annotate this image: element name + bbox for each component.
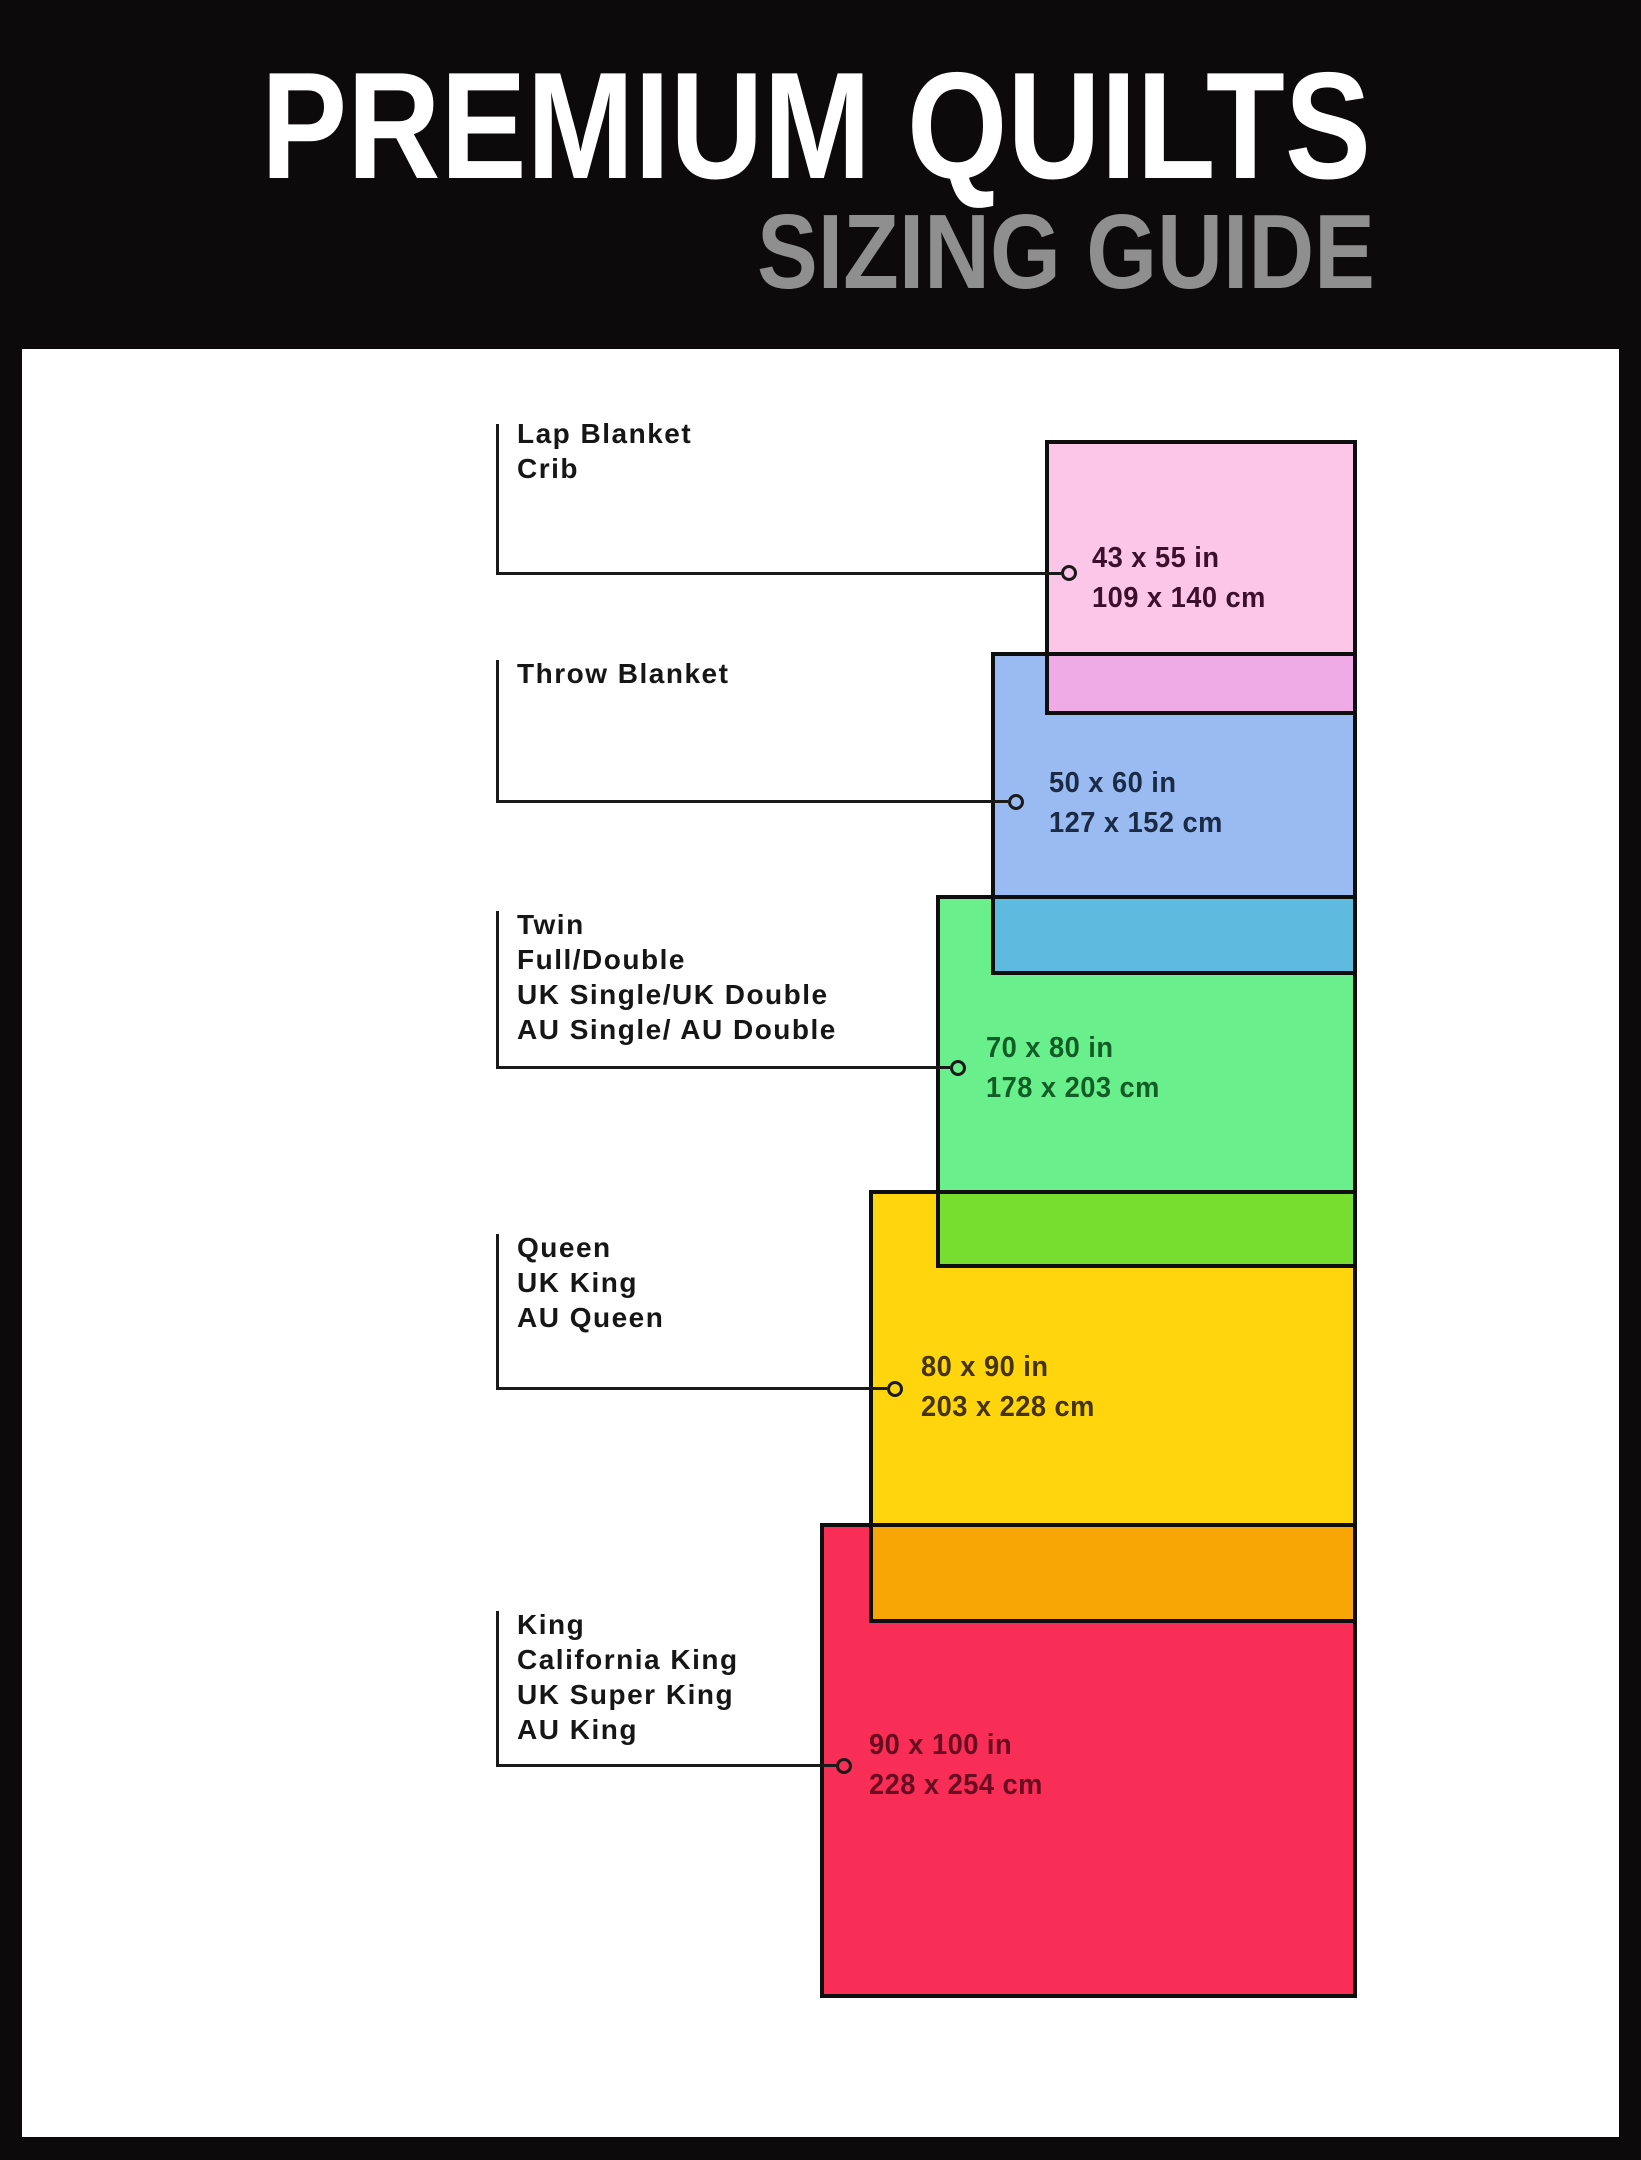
lap-dimensions <box>1092 538 1266 618</box>
queen-bracket-hline <box>496 1387 887 1390</box>
dimensions-inches: 90 x 100 in <box>869 1729 1013 1761</box>
queen-dimensions <box>921 1347 1095 1427</box>
queen-label <box>517 1230 664 1335</box>
label-line: Full/Double <box>517 944 686 975</box>
lap-label <box>517 416 692 486</box>
twin-connector-dot <box>950 1060 966 1076</box>
label-line: AU Single/ AU Double <box>517 1014 837 1045</box>
dimensions-cm: 109 x 140 cm <box>1092 582 1266 614</box>
twin-bracket-vline <box>496 911 499 1069</box>
page-title: PREMIUM QUILTS <box>261 41 1371 211</box>
lap-bracket-vline <box>496 424 499 575</box>
lap-connector-dot <box>1061 565 1077 581</box>
label-line: AU Queen <box>517 1302 665 1333</box>
dimensions-cm: 228 x 254 cm <box>869 1769 1043 1801</box>
dimensions-inches: 50 x 60 in <box>1049 767 1177 799</box>
queen-connector-dot <box>887 1381 903 1397</box>
label-line: Throw Blanket <box>517 658 730 689</box>
twin-dimensions <box>986 1028 1160 1108</box>
king-bracket-vline <box>496 1611 499 1767</box>
label-line: AU King <box>517 1714 638 1745</box>
dimensions-cm: 203 x 228 cm <box>921 1391 1095 1423</box>
twin-label <box>517 907 837 1047</box>
page-subtitle: SIZING GUIDE <box>757 193 1375 311</box>
label-line: Queen <box>517 1232 612 1263</box>
label-line: UK Single/UK Double <box>517 979 829 1010</box>
king-dimensions <box>869 1725 1043 1805</box>
dimensions-cm: 178 x 203 cm <box>986 1072 1160 1104</box>
label-line: UK Super King <box>517 1679 735 1710</box>
label-line: Twin <box>517 909 585 940</box>
king-connector-dot <box>836 1758 852 1774</box>
king-label <box>517 1607 739 1747</box>
throw-label <box>517 656 729 691</box>
throw-connector-dot <box>1008 794 1024 810</box>
dimensions-cm: 127 x 152 cm <box>1049 807 1223 839</box>
queen-bracket-vline <box>496 1234 499 1390</box>
label-line: King <box>517 1609 586 1640</box>
dimensions-inches: 43 x 55 in <box>1092 542 1220 574</box>
twin-bracket-hline <box>496 1066 950 1069</box>
throw-bracket-vline <box>496 660 499 803</box>
label-line: Crib <box>517 453 579 484</box>
label-line: UK King <box>517 1267 638 1298</box>
header-art <box>0 0 1641 349</box>
throw-dimensions <box>1049 763 1223 843</box>
throw-bracket-hline <box>496 800 1008 803</box>
king-bracket-hline <box>496 1764 836 1767</box>
label-line: California King <box>517 1644 739 1675</box>
dimensions-inches: 80 x 90 in <box>921 1351 1049 1383</box>
label-line: Lap Blanket <box>517 418 693 449</box>
dimensions-inches: 70 x 80 in <box>986 1032 1114 1064</box>
lap-bracket-hline <box>496 572 1061 575</box>
